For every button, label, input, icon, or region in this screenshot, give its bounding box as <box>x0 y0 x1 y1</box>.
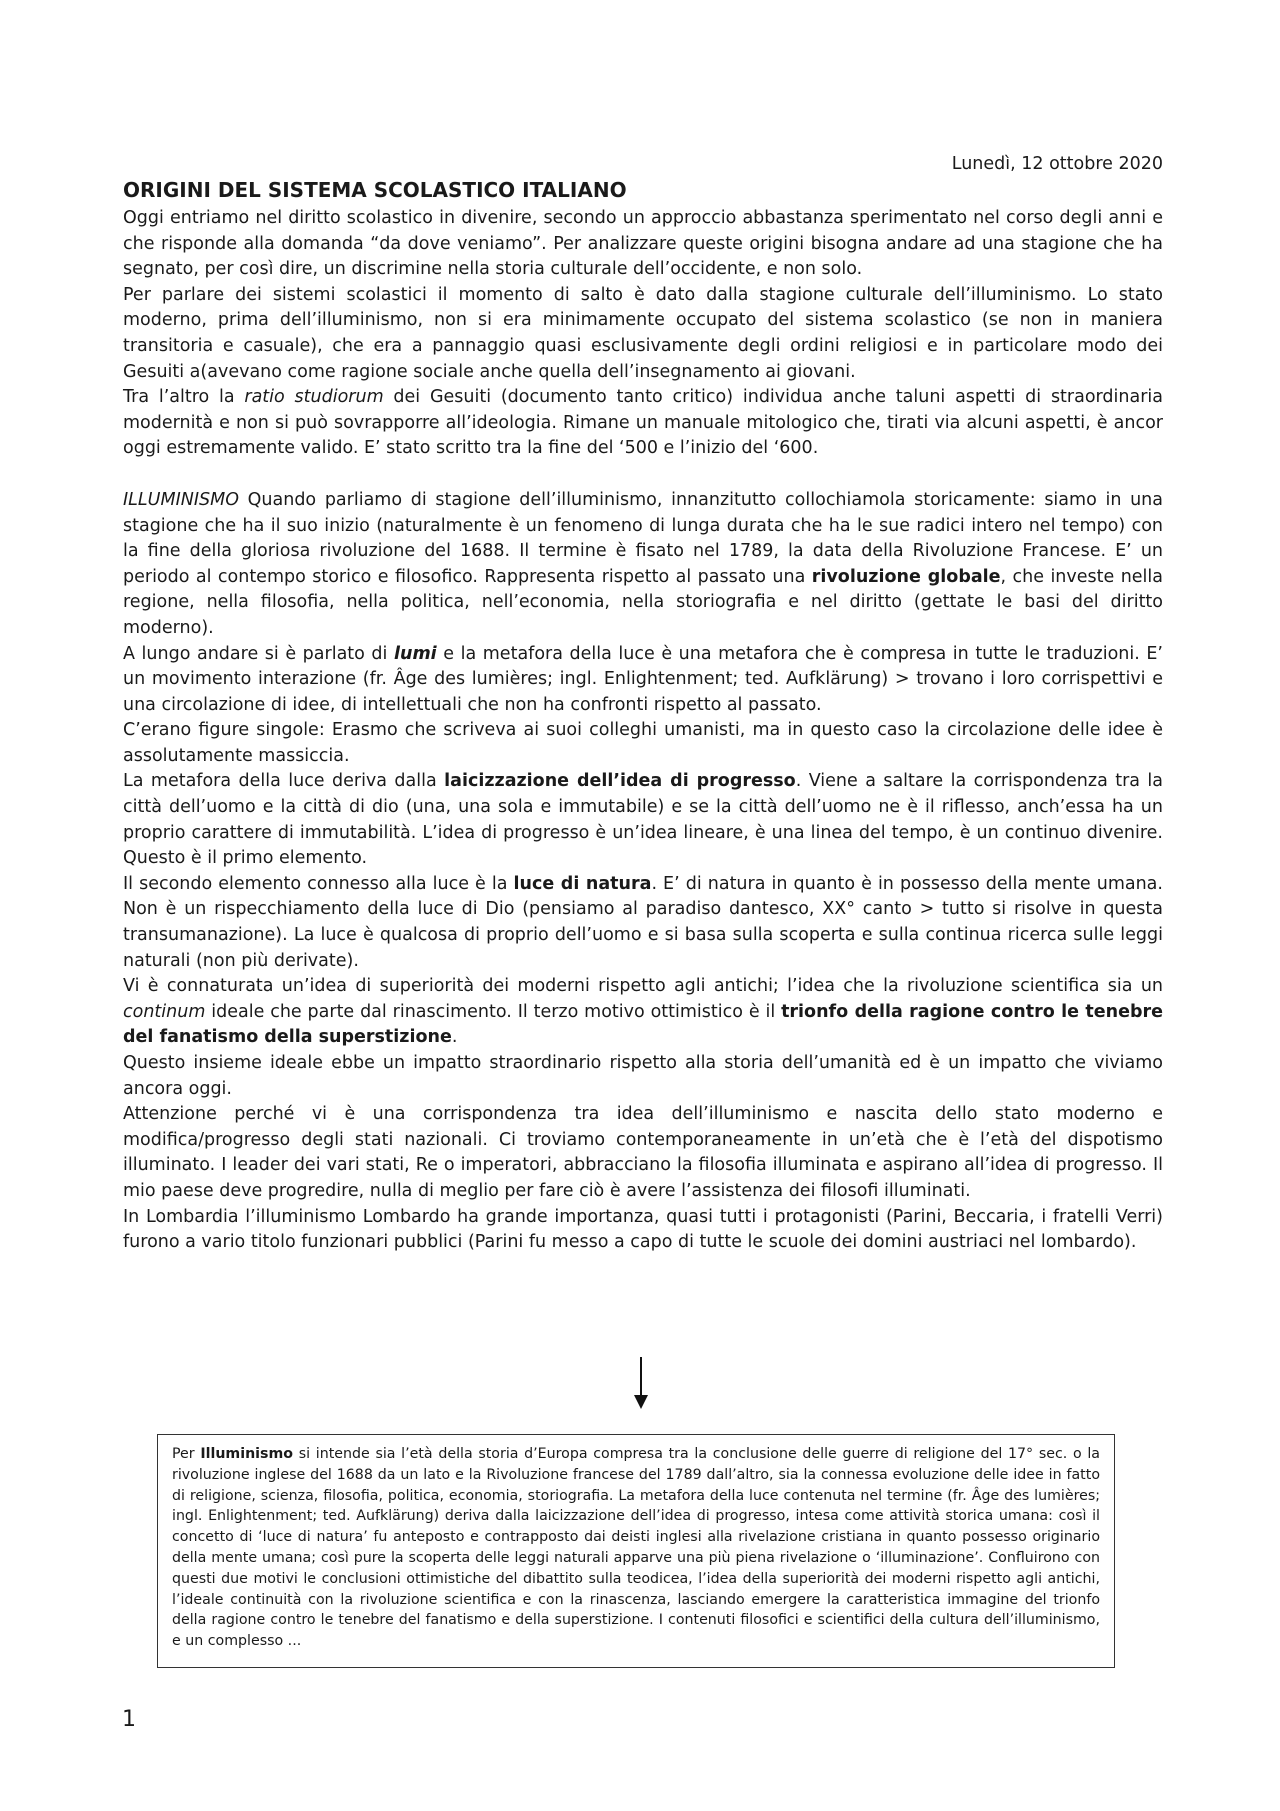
continum-term: continum <box>123 1001 206 1022</box>
rivoluzione-globale-term: rivoluzione globale <box>811 566 1001 587</box>
paragraph-ratio-studiorum: Tra l’altro la ratio studiorum dei Gesuiti (documento tanto critico) individua anche taluni aspetti di straordinaria modernità e non si può sovrapporre all’ideologia. Rimane un manuale mitologico che, tirati via alcuni aspetti, è ancor oggi estremamente valido. E’ stato scritto tra la fine del ‘500 e l’inizio del ‘600. <box>123 387 1163 459</box>
document-body <box>123 206 1163 1256</box>
paragraph-intro: Oggi entriamo nel diritto scolastico in divenire, secondo un approccio abbastanza sperimentato nel corso degli anni e che risponde alla domanda “da dove veniamo”. Per analizzare queste origini bisogna andare ad una stagione che ha segnato, per così dire, un discrimine nella storia culturale dell’occidente, e non solo. <box>123 208 1163 280</box>
lumi-term: lumi <box>393 643 437 664</box>
ratio-studiorum-term: ratio studiorum <box>244 387 384 408</box>
page-number: 1 <box>122 1707 136 1732</box>
paragraph-dispotismo: Attenzione perché vi è una corrispondenza tra idea dell’illuminismo e nascita dello stato moderno e modifica/progresso degli stati nazionali. Ci troviamo contemporaneamente in un’età che è l’età del dispotismo illuminato. I leader dei vari stati, Re o imperatori, abbracciano la filosofia illuminata e aspirano all’idea di progresso. Il mio paese deve progredire, nulla di meglio per fare ciò è avere l’assistenza dei filosofi illuminati. <box>123 1104 1163 1201</box>
paragraph-superiorita: Vi è connaturata un’idea di superiorità dei moderni rispetto agli antichi; l’idea che la rivoluzione scientifica sia un continum ideale che parte dal rinascimento. Il terzo motivo ottimistico è il trionfo della ragione contro le tenebre del fanatismo della superstizione. <box>123 976 1164 1048</box>
paragraph-school-systems: Per parlare dei sistemi scolastici il momento di salto è dato dalla stagione culturale dell’illuminismo. Lo stato moderno, prima dell’illuminismo, non si era minimamente occupato del sistema scolastico (se non in maniera transitoria e casuale), che era a pannaggio quasi esclusivamente degli ordini religiosi e in particolare modo dei Gesuiti a(avevano come ragione sociale anche quella dell’insegnamento ai giovani. <box>123 284 1163 382</box>
illuminismo-heading: ILLUMINISMO <box>123 489 239 510</box>
trionfo-ragione-term: trionfo della ragione contro le tenebre del fanatismo della superstizione <box>123 1001 1164 1048</box>
luce-natura-term: luce di natura <box>513 873 652 894</box>
document-title: ORIGINI DEL SISTEMA SCOLASTICO ITALIANO <box>123 178 627 202</box>
definition-term: Illuminismo <box>200 1446 294 1462</box>
paragraph-lombardia: In Lombardia l’illuminismo Lombardo ha grande importanza, quasi tutti i protagonisti (Parini, Beccaria, i fratelli Verri) furono a vario titolo funzionari pubblici (Parini fu messo a capo di tutte le scuole dei domini austriaci nel lombardo). <box>123 1206 1163 1253</box>
paragraph-erasmo: C’erano figure singole: Erasmo che scriveva ai suoi colleghi umanisti, ma in questo caso la circolazione delle idee è assolutamente massiccia. <box>123 720 1163 766</box>
laicizzazione-term: laicizzazione dell’idea di progresso <box>444 771 796 792</box>
document-date: Lunedì, 12 ottobre 2020 <box>951 154 1163 174</box>
definition-text: Per Illuminismo si intende sia l’età della storia d’Europa compresa tra la conclusione delle guerre di religione del 17° sec. o la rivoluzione inglese del 1688 da un lato e la Rivoluzione francese del 1789 dall’altro, sia la connessa evoluzione delle idee in fatto di religione, scienza, filosofia, politica, economia, storiografia. La metafora della luce contenuta nel termine (fr. Âge des lumières; ingl. Enlightenment; ted. Aufklärung) deriva dalla laicizzazione dell’idea di progresso, intesa come attività storica umana: così il concetto di ‘luce di natura’ fu anteposto e contrapposto dai deisti inglesi alla rivelazione cristiana in quanto possesso originario della mente umana; così pure la scoperta delle leggi naturali apparve una più piena rivelazione o ‘illuminazione’. Confluirono con questi due motivi le conclusioni ottimistiche del dibattito sulla teodicea, l’idea della superiorità dei moderni rispetto agli antichi, l’ideale continuità con la rivoluzione scientifica e con la rinascenza, lasciando emergere la caratteristica immagine del trionfo della ragione contro le tenebre del fanatismo e della superstizione. I contenuti filosofici e scientifici della cultura dell’illuminismo, e un complesso ... <box>172 1446 1100 1650</box>
down-arrow-icon <box>631 1357 651 1409</box>
paragraph-lumi: A lungo andare si è parlato di lumi e la metafora della luce è una metafora che è compresa in tutte le traduzioni. E’ un movimento interazione (fr. Âge des lumières; ingl. Enlightenment; ted. Aufklärung) > trovano i loro corrispettivi e una circolazione di idee, di intellettuali che non ha confronti rispetto al passato. <box>123 643 1163 715</box>
paragraph-luce-natura: Il secondo elemento connesso alla luce è la luce di natura. E’ di natura in quanto è in possesso della mente umana. Non è un rispecchiamento della luce di Dio (pensiamo al paradiso dantesco, XX° canto > tutto si risolve in questa transumanazione). La luce è qualcosa di proprio dell’uomo e si basa sulla scoperta e sulla continua ricerca sulle leggi naturali (non più derivate). <box>123 873 1163 971</box>
paragraph-impatto: Questo insieme ideale ebbe un impatto straordinario rispetto alla storia dell’umanità ed è un impatto che viviamo ancora oggi. <box>123 1053 1163 1099</box>
paragraph-illuminismo: ILLUMINISMO Quando parliamo di stagione dell’illuminismo, innanzitutto collochiamola storicamente: siamo in una stagione che ha il suo inizio (naturalmente è un fenomeno di lunga durata che ha le sue radici intero nel tempo) con la fine della gloriosa rivoluzione del 1688. Il termine è fisato nel 1789, la data della Rivoluzione Francese. E’ un periodo al contempo storico e filosofico. Rappresenta rispetto al passato una rivoluzione globale, che investe nella regione, nella filosofia, nella politica, nell’economia, nella storiografia e nel diritto (gettate le basi del diritto moderno). <box>123 489 1163 638</box>
paragraph-progresso: La metafora della luce deriva dalla laicizzazione dell’idea di progresso. Viene a saltare la corrispondenza tra la città dell’uomo e la città di dio (una, una sola e immutabile) e se la città dell’uomo ne è il riflesso, anch’essa ha un proprio carattere di immutabilità. L’idea di progresso è un’idea lineare, è una linea del tempo, è un continuo divenire. Questo è il primo elemento. <box>123 771 1163 869</box>
definition-box <box>157 1434 1115 1668</box>
